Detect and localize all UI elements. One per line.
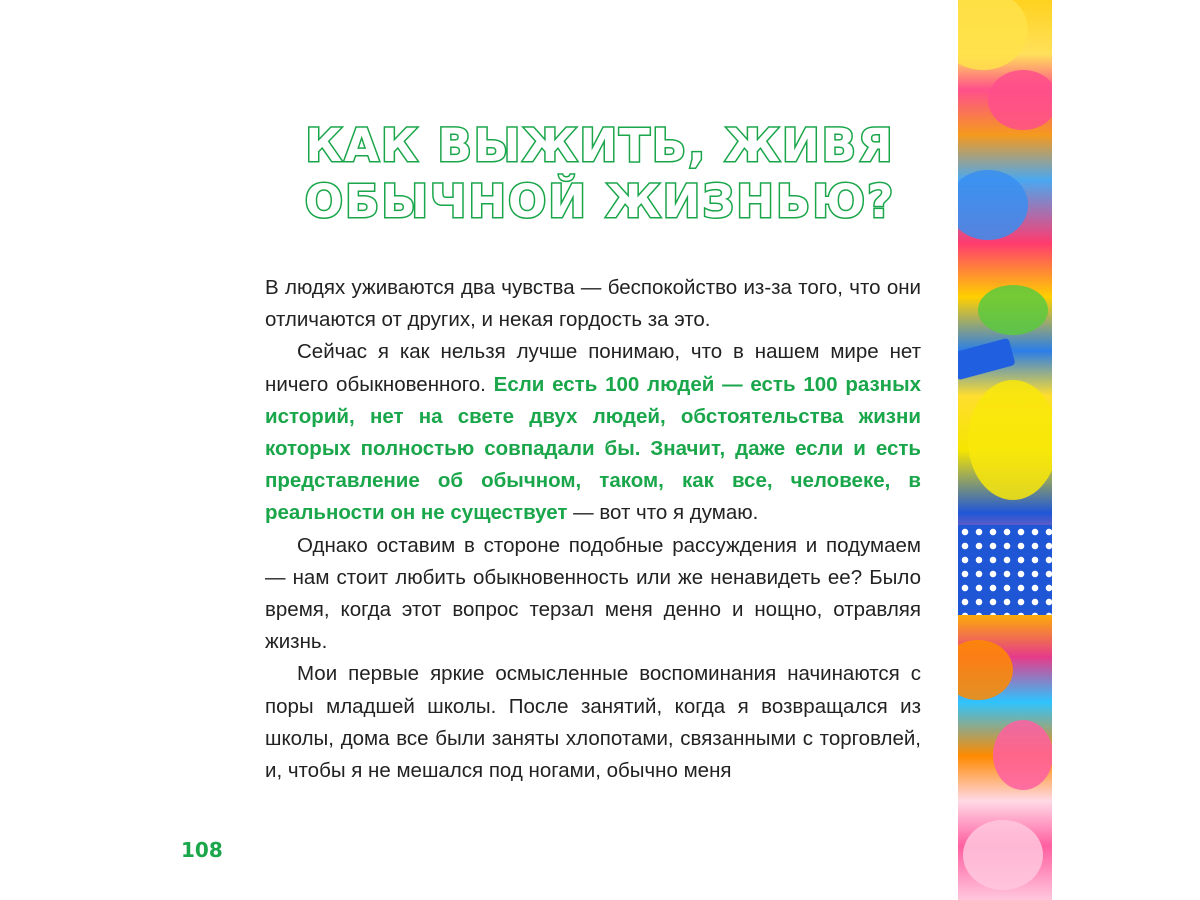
polka-dot-fabric (958, 525, 1052, 615)
chapter-title-line-2: ОБЫЧНОЙ ЖИЗНЬЮ? (304, 175, 896, 228)
paragraph-2-start: Сейчас я как нельзя лучше понимаю, что в нашем мире нет ничего обыкновенного. (265, 340, 921, 396)
page-number: 108 (181, 838, 223, 862)
decorative-photo-strip (958, 0, 1052, 900)
highlighted-text: Если есть 100 людей — есть 100 разных историй, нет на свете двух людей, обстоятельства жизни которых полностью совпадали бы. Значит, даже если и есть представление об обычном, таком, как все, человеке, в реальности он не существует (265, 372, 921, 525)
light-pink-shape (963, 820, 1043, 890)
pink-ribbon-shape (988, 70, 1052, 130)
paragraph-2 (265, 336, 921, 529)
paragraph-3: Однако оставим в стороне подобные рассуждения и подумаем — нам стоит любить обыкновенность или же ненавидеть ее? Было время, когда этот вопрос терзал меня денно и нощно, отравляя жизнь. (265, 533, 921, 654)
chapter-title-line-1: КАК ВЫЖИТЬ, ЖИВЯ (305, 119, 895, 172)
yellow-ball-shape (958, 0, 1028, 70)
yellow-bubble-shape (968, 380, 1052, 500)
green-bow-shape (978, 285, 1048, 335)
pink-toy-shape (993, 720, 1052, 790)
blue-wrap-shape (958, 170, 1028, 240)
body-text (265, 272, 921, 787)
orange-toy-shape (958, 640, 1013, 700)
paragraph-2-end: — вот что я думаю. (567, 501, 759, 525)
paragraph-4: Мои первые яркие осмысленные воспоминания начинаются с поры младшей школы. После занятий, когда я возвращался из школы, дома все были заняты хлопотами, связанными с торговлей, и, чтобы я не мешался под ногами, обычно меня (265, 662, 921, 783)
blue-lego-brick (958, 338, 1016, 381)
paragraph-1: В людях уживаются два чувства — беспокойство из-за того, что они отличаются от других, и некая гордость за это. (265, 276, 921, 332)
chapter-title (260, 118, 940, 230)
